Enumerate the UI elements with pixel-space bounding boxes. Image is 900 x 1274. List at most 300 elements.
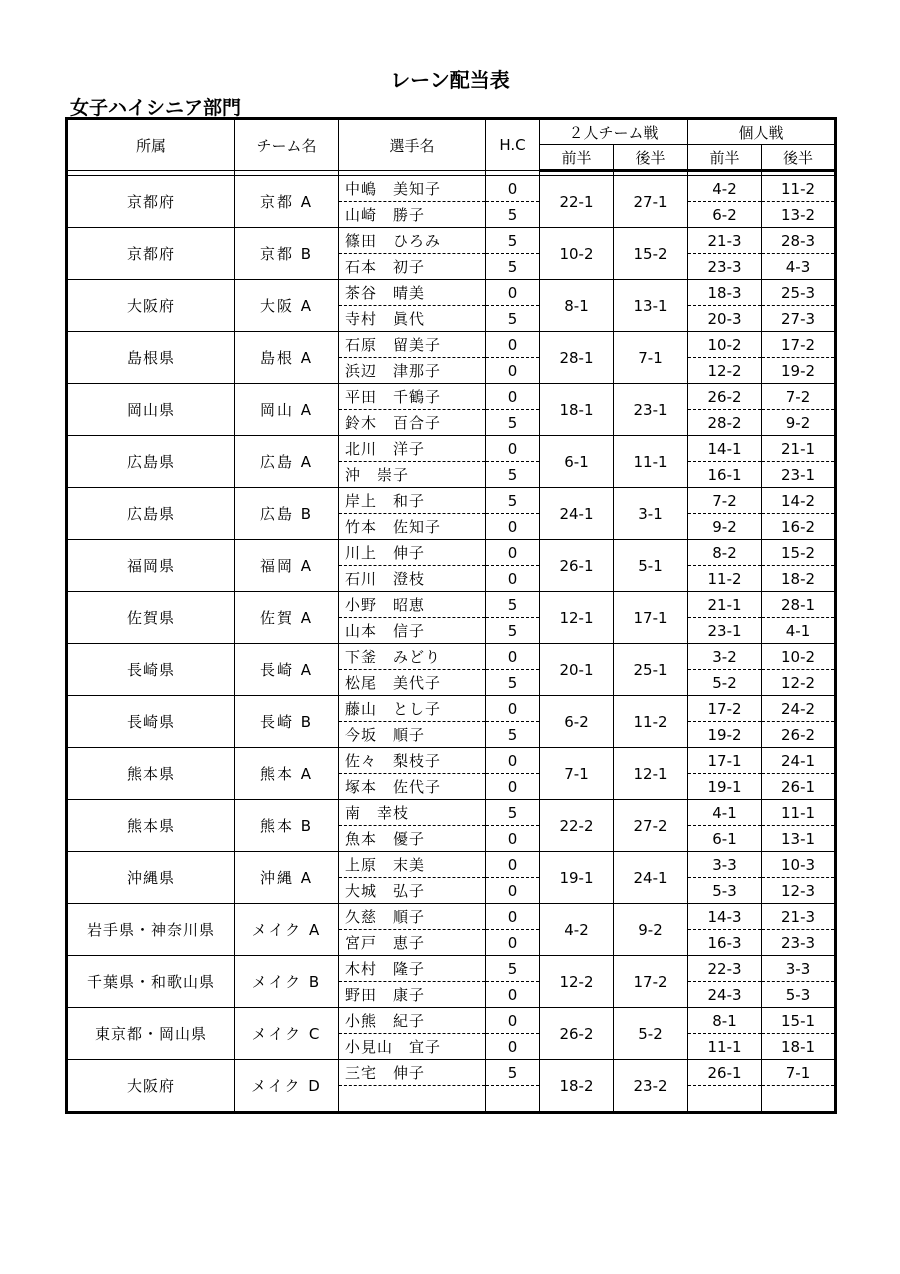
singles-second-lane-bottom: 18-2 — [781, 569, 816, 588]
player-name-top: 小野 昭恵 — [339, 592, 485, 618]
table-row — [67, 1008, 836, 1060]
player-name-pair — [339, 176, 485, 227]
doubles-first-lane: 22-1 — [540, 176, 614, 228]
singles-first-lane-pair — [688, 904, 761, 955]
singles-first-lane-cell — [688, 1060, 762, 1113]
singles-second-lane-bottom: 18-1 — [781, 1037, 816, 1056]
hc-cell — [486, 540, 540, 592]
singles-second-lane-cell — [762, 332, 836, 384]
singles-first-lane-top: 8-2 — [688, 540, 761, 566]
singles-second-lane-pair — [762, 1008, 834, 1059]
singles-second-lane-bottom: 23-1 — [781, 465, 816, 484]
table-row — [67, 332, 836, 384]
player-name-pair — [339, 644, 485, 695]
player-name-pair — [339, 540, 485, 591]
player-name-top: 三宅 伸子 — [339, 1060, 485, 1086]
singles-second-lane-cell — [762, 228, 836, 280]
singles-first-lane-top: 8-1 — [688, 1008, 761, 1034]
header-team-name: チーム名 — [235, 119, 339, 171]
hc-pair — [486, 488, 539, 539]
singles-first-lane-top: 21-1 — [688, 592, 761, 618]
doubles-second-lane: 11-1 — [614, 436, 688, 488]
team-name-cell: 福岡 A — [235, 540, 339, 592]
player-name-cell — [339, 384, 486, 436]
singles-first-lane-bottom: 12-2 — [707, 361, 742, 380]
singles-first-lane-pair — [688, 436, 761, 487]
doubles-first-lane: 24-1 — [540, 488, 614, 540]
singles-second-lane-top: 10-2 — [762, 644, 834, 670]
doubles-second-lane: 25-1 — [614, 644, 688, 696]
player-name-cell — [339, 852, 486, 904]
singles-second-lane-cell — [762, 956, 836, 1008]
doubles-second-lane: 24-1 — [614, 852, 688, 904]
singles-first-lane-pair — [688, 488, 761, 539]
affiliation-cell: 島根県 — [67, 332, 235, 384]
doubles-first-lane: 7-1 — [540, 748, 614, 800]
singles-second-lane-bottom: 5-3 — [785, 985, 811, 1004]
hc-top: 5 — [486, 1060, 539, 1086]
singles-second-lane-top: 7-2 — [762, 384, 834, 410]
affiliation-cell: 長崎県 — [67, 696, 235, 748]
singles-second-lane-top: 28-3 — [762, 228, 834, 254]
team-name-cell: 長崎 B — [235, 696, 339, 748]
hc-top: 0 — [486, 1008, 539, 1034]
hc-bottom: 5 — [507, 309, 518, 328]
doubles-second-lane: 23-2 — [614, 1060, 688, 1113]
singles-first-lane-top: 3-3 — [688, 852, 761, 878]
player-name-bottom: 石川 澄枝 — [345, 570, 426, 588]
player-name-top: 佐々 梨枝子 — [339, 748, 485, 774]
singles-first-lane-pair — [688, 1060, 761, 1111]
player-name-bottom: 野田 康子 — [345, 986, 426, 1004]
singles-first-lane-bottom: 23-3 — [707, 257, 742, 276]
hc-top: 0 — [486, 540, 539, 566]
doubles-second-lane: 17-1 — [614, 592, 688, 644]
singles-first-lane-pair — [688, 852, 761, 903]
singles-first-lane-cell — [688, 228, 762, 280]
player-name-cell — [339, 332, 486, 384]
hc-cell — [486, 332, 540, 384]
header-doubles-first-half: 前半 — [540, 145, 614, 171]
singles-second-lane-top: 17-2 — [762, 332, 834, 358]
singles-first-lane-cell — [688, 1008, 762, 1060]
singles-first-lane-bottom: 11-1 — [707, 1037, 742, 1056]
singles-second-lane-cell — [762, 852, 836, 904]
hc-pair — [486, 644, 539, 695]
singles-first-lane-pair — [688, 540, 761, 591]
singles-second-lane-pair — [762, 852, 834, 903]
hc-cell — [486, 1008, 540, 1060]
player-name-pair — [339, 956, 485, 1007]
player-name-bottom: 大城 弘子 — [345, 882, 426, 900]
singles-first-lane-pair — [688, 800, 761, 851]
doubles-first-lane: 19-1 — [540, 852, 614, 904]
hc-cell — [486, 488, 540, 540]
singles-second-lane-pair — [762, 176, 834, 227]
hc-bottom: 5 — [507, 205, 518, 224]
team-name-cell: 熊本 A — [235, 748, 339, 800]
player-name-bottom: 石本 初子 — [345, 258, 426, 276]
singles-first-lane-cell — [688, 436, 762, 488]
hc-bottom: 0 — [507, 933, 518, 952]
singles-first-lane-pair — [688, 384, 761, 435]
hc-top: 0 — [486, 696, 539, 722]
table-row — [67, 956, 836, 1008]
player-name-top: 茶谷 晴美 — [339, 280, 485, 306]
table-row — [67, 436, 836, 488]
singles-second-lane-pair — [762, 488, 834, 539]
hc-cell — [486, 748, 540, 800]
doubles-second-lane: 5-1 — [614, 540, 688, 592]
hc-pair — [486, 696, 539, 747]
singles-first-lane-top: 21-3 — [688, 228, 761, 254]
table-row — [67, 748, 836, 800]
player-name-pair — [339, 436, 485, 487]
player-name-top: 上原 末美 — [339, 852, 485, 878]
table-row — [67, 800, 836, 852]
singles-first-lane-top: 17-2 — [688, 696, 761, 722]
singles-first-lane-top: 10-2 — [688, 332, 761, 358]
team-name-cell: 京都 A — [235, 176, 339, 228]
hc-top: 0 — [486, 904, 539, 930]
hc-top: 5 — [486, 592, 539, 618]
singles-second-lane-bottom: 13-1 — [781, 829, 816, 848]
player-name-bottom: 宮戸 恵子 — [345, 934, 426, 952]
singles-first-lane-bottom: 16-1 — [707, 465, 742, 484]
player-name-bottom — [339, 1086, 485, 1111]
singles-second-lane-top: 25-3 — [762, 280, 834, 306]
player-name-bottom: 浜辺 津那子 — [345, 362, 442, 380]
player-name-bottom: 小見山 宜子 — [345, 1038, 442, 1056]
hc-bottom: 5 — [507, 257, 518, 276]
affiliation-cell: 熊本県 — [67, 748, 235, 800]
singles-second-lane-top: 15-1 — [762, 1008, 834, 1034]
player-name-top: 木村 隆子 — [339, 956, 485, 982]
singles-second-lane-top: 21-3 — [762, 904, 834, 930]
hc-pair — [486, 332, 539, 383]
singles-second-lane-cell — [762, 176, 836, 228]
hc-pair — [486, 1008, 539, 1059]
affiliation-cell: 千葉県・和歌山県 — [67, 956, 235, 1008]
singles-first-lane-cell — [688, 748, 762, 800]
singles-first-lane-cell — [688, 332, 762, 384]
singles-second-lane-pair — [762, 280, 834, 331]
singles-first-lane-top: 26-2 — [688, 384, 761, 410]
hc-bottom: 0 — [507, 777, 518, 796]
affiliation-cell: 広島県 — [67, 436, 235, 488]
hc-pair — [486, 852, 539, 903]
singles-second-lane-cell — [762, 904, 836, 956]
hc-cell — [486, 1060, 540, 1113]
player-name-bottom: 竹本 佐知子 — [345, 518, 442, 536]
singles-second-lane-bottom: 27-3 — [781, 309, 816, 328]
singles-second-lane-cell — [762, 280, 836, 332]
singles-second-lane-cell — [762, 644, 836, 696]
hc-pair — [486, 436, 539, 487]
table-row — [67, 228, 836, 280]
singles-second-lane-bottom: 23-3 — [781, 933, 816, 952]
singles-first-lane-top: 26-1 — [688, 1060, 761, 1086]
player-name-cell — [339, 800, 486, 852]
hc-bottom: 0 — [507, 1037, 518, 1056]
player-name-top: 下釜 みどり — [339, 644, 485, 670]
singles-second-lane-cell — [762, 592, 836, 644]
singles-first-lane-top: 18-3 — [688, 280, 761, 306]
singles-second-lane-pair — [762, 540, 834, 591]
team-name-cell: 長崎 A — [235, 644, 339, 696]
singles-second-lane-bottom: 4-1 — [785, 621, 811, 640]
singles-second-lane-pair — [762, 904, 834, 955]
player-name-pair — [339, 696, 485, 747]
doubles-second-lane: 27-1 — [614, 176, 688, 228]
header-affiliation: 所属 — [67, 119, 235, 171]
affiliation-cell: 福岡県 — [67, 540, 235, 592]
player-name-top: 石原 留美子 — [339, 332, 485, 358]
player-name-cell — [339, 488, 486, 540]
hc-pair — [486, 904, 539, 955]
doubles-second-lane: 17-2 — [614, 956, 688, 1008]
singles-first-lane-bottom: 9-2 — [712, 517, 737, 536]
player-name-top: 篠田 ひろみ — [339, 228, 485, 254]
team-name-cell: メイク D — [235, 1060, 339, 1113]
player-name-cell — [339, 436, 486, 488]
hc-cell — [486, 280, 540, 332]
player-name-top: 岸上 和子 — [339, 488, 485, 514]
table-row — [67, 384, 836, 436]
hc-cell — [486, 176, 540, 228]
affiliation-cell: 広島県 — [67, 488, 235, 540]
player-name-bottom: 魚本 優子 — [345, 830, 426, 848]
header-singles: 個人戦 — [688, 119, 836, 145]
player-name-cell — [339, 176, 486, 228]
singles-second-lane-top: 28-1 — [762, 592, 834, 618]
player-name-pair — [339, 800, 485, 851]
table-row — [67, 852, 836, 904]
singles-second-lane-pair — [762, 800, 834, 851]
singles-second-lane-bottom: 4-3 — [785, 257, 811, 276]
affiliation-cell: 岡山県 — [67, 384, 235, 436]
hc-bottom: 0 — [507, 517, 518, 536]
singles-second-lane-cell — [762, 384, 836, 436]
doubles-first-lane: 12-2 — [540, 956, 614, 1008]
doubles-first-lane: 6-1 — [540, 436, 614, 488]
singles-second-lane-cell — [762, 488, 836, 540]
player-name-bottom: 今坂 順子 — [345, 726, 426, 744]
singles-second-lane-pair — [762, 644, 834, 695]
hc-bottom: 5 — [507, 413, 518, 432]
player-name-pair — [339, 384, 485, 435]
hc-cell — [486, 852, 540, 904]
team-name-cell: メイク B — [235, 956, 339, 1008]
singles-second-lane-cell — [762, 436, 836, 488]
hc-top: 5 — [486, 488, 539, 514]
player-name-pair — [339, 332, 485, 383]
player-name-cell — [339, 1008, 486, 1060]
singles-first-lane-bottom: 5-3 — [712, 881, 737, 900]
singles-first-lane-top: 3-2 — [688, 644, 761, 670]
singles-first-lane-pair — [688, 176, 761, 227]
lane-table — [65, 117, 837, 1114]
singles-second-lane-bottom: 16-2 — [781, 517, 816, 536]
singles-second-lane-cell — [762, 1060, 836, 1113]
singles-second-lane-top: 21-1 — [762, 436, 834, 462]
singles-second-lane-bottom: 12-3 — [781, 881, 816, 900]
singles-first-lane-bottom: 6-1 — [712, 829, 737, 848]
hc-top: 5 — [486, 800, 539, 826]
affiliation-cell: 佐賀県 — [67, 592, 235, 644]
player-name-bottom: 鈴木 百合子 — [345, 414, 442, 432]
player-name-cell — [339, 228, 486, 280]
player-name-top: 北川 洋子 — [339, 436, 485, 462]
singles-first-lane-cell — [688, 904, 762, 956]
hc-pair — [486, 592, 539, 643]
doubles-first-lane: 26-1 — [540, 540, 614, 592]
singles-first-lane-cell — [688, 592, 762, 644]
table-row — [67, 280, 836, 332]
player-name-cell — [339, 540, 486, 592]
player-name-pair — [339, 280, 485, 331]
doubles-second-lane: 12-1 — [614, 748, 688, 800]
doubles-second-lane: 3-1 — [614, 488, 688, 540]
hc-pair — [486, 384, 539, 435]
singles-first-lane-bottom: 23-1 — [707, 621, 742, 640]
singles-first-lane-cell — [688, 644, 762, 696]
hc-bottom: 0 — [507, 881, 518, 900]
hc-pair — [486, 540, 539, 591]
hc-top: 0 — [486, 176, 539, 202]
hc-top: 0 — [486, 384, 539, 410]
singles-first-lane-cell — [688, 176, 762, 228]
player-name-pair — [339, 488, 485, 539]
singles-second-lane-bottom: 12-2 — [781, 673, 816, 692]
player-name-cell — [339, 592, 486, 644]
hc-bottom: 0 — [507, 569, 518, 588]
singles-second-lane-bottom — [762, 1086, 834, 1111]
singles-second-lane-top: 7-1 — [762, 1060, 834, 1086]
singles-first-lane-top: 14-1 — [688, 436, 761, 462]
hc-bottom: 0 — [507, 829, 518, 848]
table-row — [67, 1060, 836, 1113]
singles-first-lane-bottom: 11-2 — [707, 569, 742, 588]
hc-bottom: 5 — [507, 465, 518, 484]
hc-cell — [486, 228, 540, 280]
singles-second-lane-top: 11-2 — [762, 176, 834, 202]
singles-first-lane-cell — [688, 696, 762, 748]
singles-second-lane-cell — [762, 696, 836, 748]
singles-second-lane-top: 15-2 — [762, 540, 834, 566]
player-name-pair — [339, 1008, 485, 1059]
header-player-name: 選手名 — [339, 119, 486, 171]
table-row — [67, 696, 836, 748]
singles-first-lane-bottom: 16-3 — [707, 933, 742, 952]
section-title: 女子ハイシニア部門 — [70, 97, 242, 119]
singles-first-lane-pair — [688, 696, 761, 747]
hc-cell — [486, 904, 540, 956]
hc-pair — [486, 176, 539, 227]
player-name-top: 中嶋 美知子 — [339, 176, 485, 202]
table-row — [67, 904, 836, 956]
team-name-cell: 岡山 A — [235, 384, 339, 436]
hc-bottom — [486, 1086, 539, 1111]
player-name-pair — [339, 748, 485, 799]
singles-second-lane-top: 24-2 — [762, 696, 834, 722]
team-name-cell: 佐賀 A — [235, 592, 339, 644]
singles-first-lane-top: 7-2 — [688, 488, 761, 514]
doubles-second-lane: 5-2 — [614, 1008, 688, 1060]
hc-cell — [486, 696, 540, 748]
singles-second-lane-cell — [762, 748, 836, 800]
affiliation-cell: 沖縄県 — [67, 852, 235, 904]
player-name-cell — [339, 644, 486, 696]
hc-pair — [486, 1060, 539, 1111]
doubles-first-lane: 8-1 — [540, 280, 614, 332]
page-title: レーン配当表 — [390, 68, 510, 92]
hc-pair — [486, 800, 539, 851]
player-name-top: 藤山 とし子 — [339, 696, 485, 722]
player-name-bottom: 松尾 美代子 — [345, 674, 442, 692]
team-name-cell: 島根 A — [235, 332, 339, 384]
affiliation-cell: 東京都・岡山県 — [67, 1008, 235, 1060]
singles-second-lane-bottom: 19-2 — [781, 361, 816, 380]
doubles-first-lane: 18-1 — [540, 384, 614, 436]
singles-second-lane-top: 3-3 — [762, 956, 834, 982]
table-row — [67, 644, 836, 696]
singles-first-lane-bottom: 6-2 — [712, 205, 737, 224]
doubles-second-lane: 11-2 — [614, 696, 688, 748]
singles-first-lane-pair — [688, 748, 761, 799]
player-name-top: 南 幸枝 — [339, 800, 485, 826]
table-row — [67, 488, 836, 540]
header-hc: H.C — [486, 119, 540, 171]
doubles-second-lane: 9-2 — [614, 904, 688, 956]
hc-pair — [486, 956, 539, 1007]
singles-first-lane-pair — [688, 332, 761, 383]
singles-second-lane-cell — [762, 800, 836, 852]
singles-first-lane-cell — [688, 488, 762, 540]
player-name-cell — [339, 696, 486, 748]
player-name-pair — [339, 1060, 485, 1111]
affiliation-cell: 大阪府 — [67, 1060, 235, 1113]
player-name-bottom: 塚本 佐代子 — [345, 778, 442, 796]
singles-first-lane-pair — [688, 1008, 761, 1059]
table-row — [67, 592, 836, 644]
hc-top: 0 — [486, 852, 539, 878]
player-name-top: 平田 千鶴子 — [339, 384, 485, 410]
singles-second-lane-pair — [762, 696, 834, 747]
singles-first-lane-top: 22-3 — [688, 956, 761, 982]
doubles-first-lane: 26-2 — [540, 1008, 614, 1060]
singles-second-lane-cell — [762, 1008, 836, 1060]
singles-first-lane-cell — [688, 280, 762, 332]
singles-second-lane-pair — [762, 228, 834, 279]
singles-second-lane-bottom: 26-2 — [781, 725, 816, 744]
hc-top: 0 — [486, 748, 539, 774]
player-name-bottom: 沖 崇子 — [345, 466, 410, 484]
singles-first-lane-bottom: 28-2 — [707, 413, 742, 432]
singles-first-lane-bottom: 20-3 — [707, 309, 742, 328]
singles-second-lane-pair — [762, 332, 834, 383]
singles-second-lane-pair — [762, 1060, 834, 1111]
player-name-bottom: 山本 信子 — [345, 622, 426, 640]
hc-bottom: 0 — [507, 985, 518, 1004]
team-name-cell: 大阪 A — [235, 280, 339, 332]
player-name-pair — [339, 592, 485, 643]
singles-second-lane-pair — [762, 592, 834, 643]
header-singles-second-half: 後半 — [762, 145, 836, 171]
player-name-top: 久慈 順子 — [339, 904, 485, 930]
singles-first-lane-bottom: 5-2 — [712, 673, 737, 692]
doubles-second-lane: 27-2 — [614, 800, 688, 852]
